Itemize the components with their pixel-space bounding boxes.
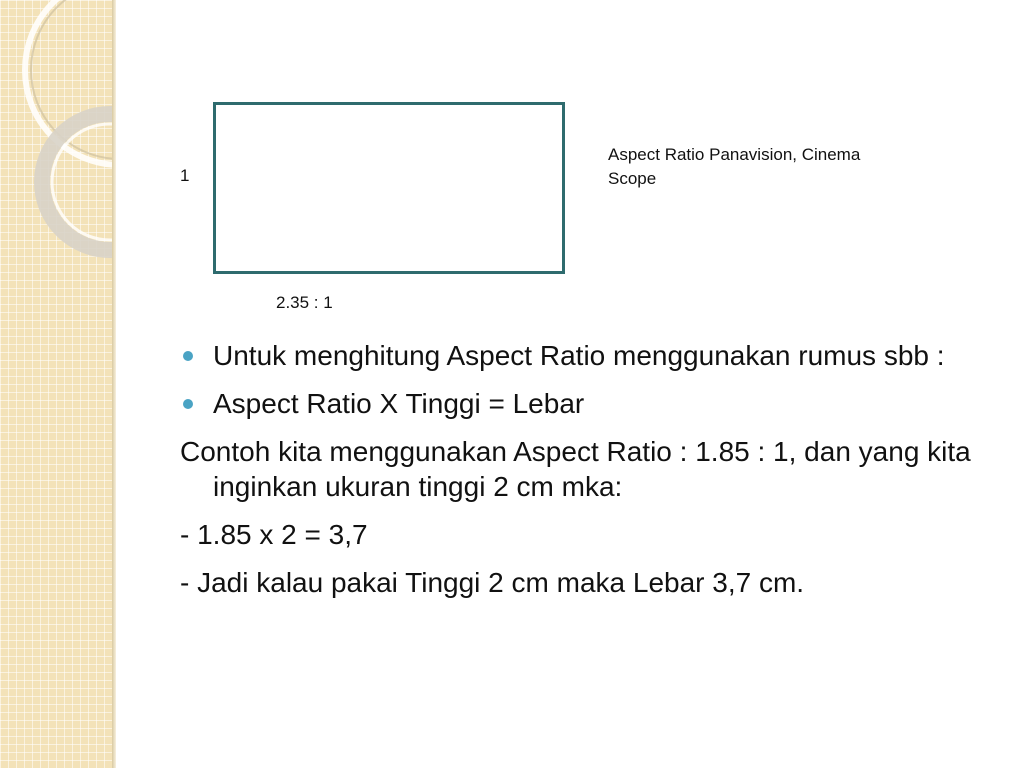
height-label: 1: [180, 166, 190, 185]
decorative-rings: [0, 0, 112, 768]
bullet-text: Aspect Ratio X Tinggi = Lebar: [213, 388, 585, 419]
bullet-text: Untuk menghitung Aspect Ratio menggunakan rumus sbb :: [213, 340, 945, 371]
conclusion-line: - Jadi kalau pakai Tinggi 2 cm maka Lebar 3,7 cm.: [180, 567, 805, 598]
decorative-side-panel: [0, 0, 112, 768]
aspect-ratio-frame: [213, 102, 565, 274]
example-paragraph: Contoh kita menggunakan Aspect Ratio : 1.85 : 1, dan yang kita inginkan ukuran tinggi 2 cm mka:: [180, 436, 971, 502]
bullet-item-formula: [180, 386, 980, 421]
slide-body: [180, 338, 980, 613]
bullet-dot-icon: [183, 399, 193, 409]
ratio-label: 2.35 : 1: [276, 293, 333, 312]
bullet-item-formula-intro: [180, 338, 980, 373]
side-panel-edge: [112, 0, 116, 768]
calculation-line: - 1.85 x 2 = 3,7: [180, 519, 368, 550]
bullet-dot-icon: [183, 351, 193, 361]
frame-caption: Aspect Ratio Panavision, Cinema Scope: [608, 145, 861, 188]
